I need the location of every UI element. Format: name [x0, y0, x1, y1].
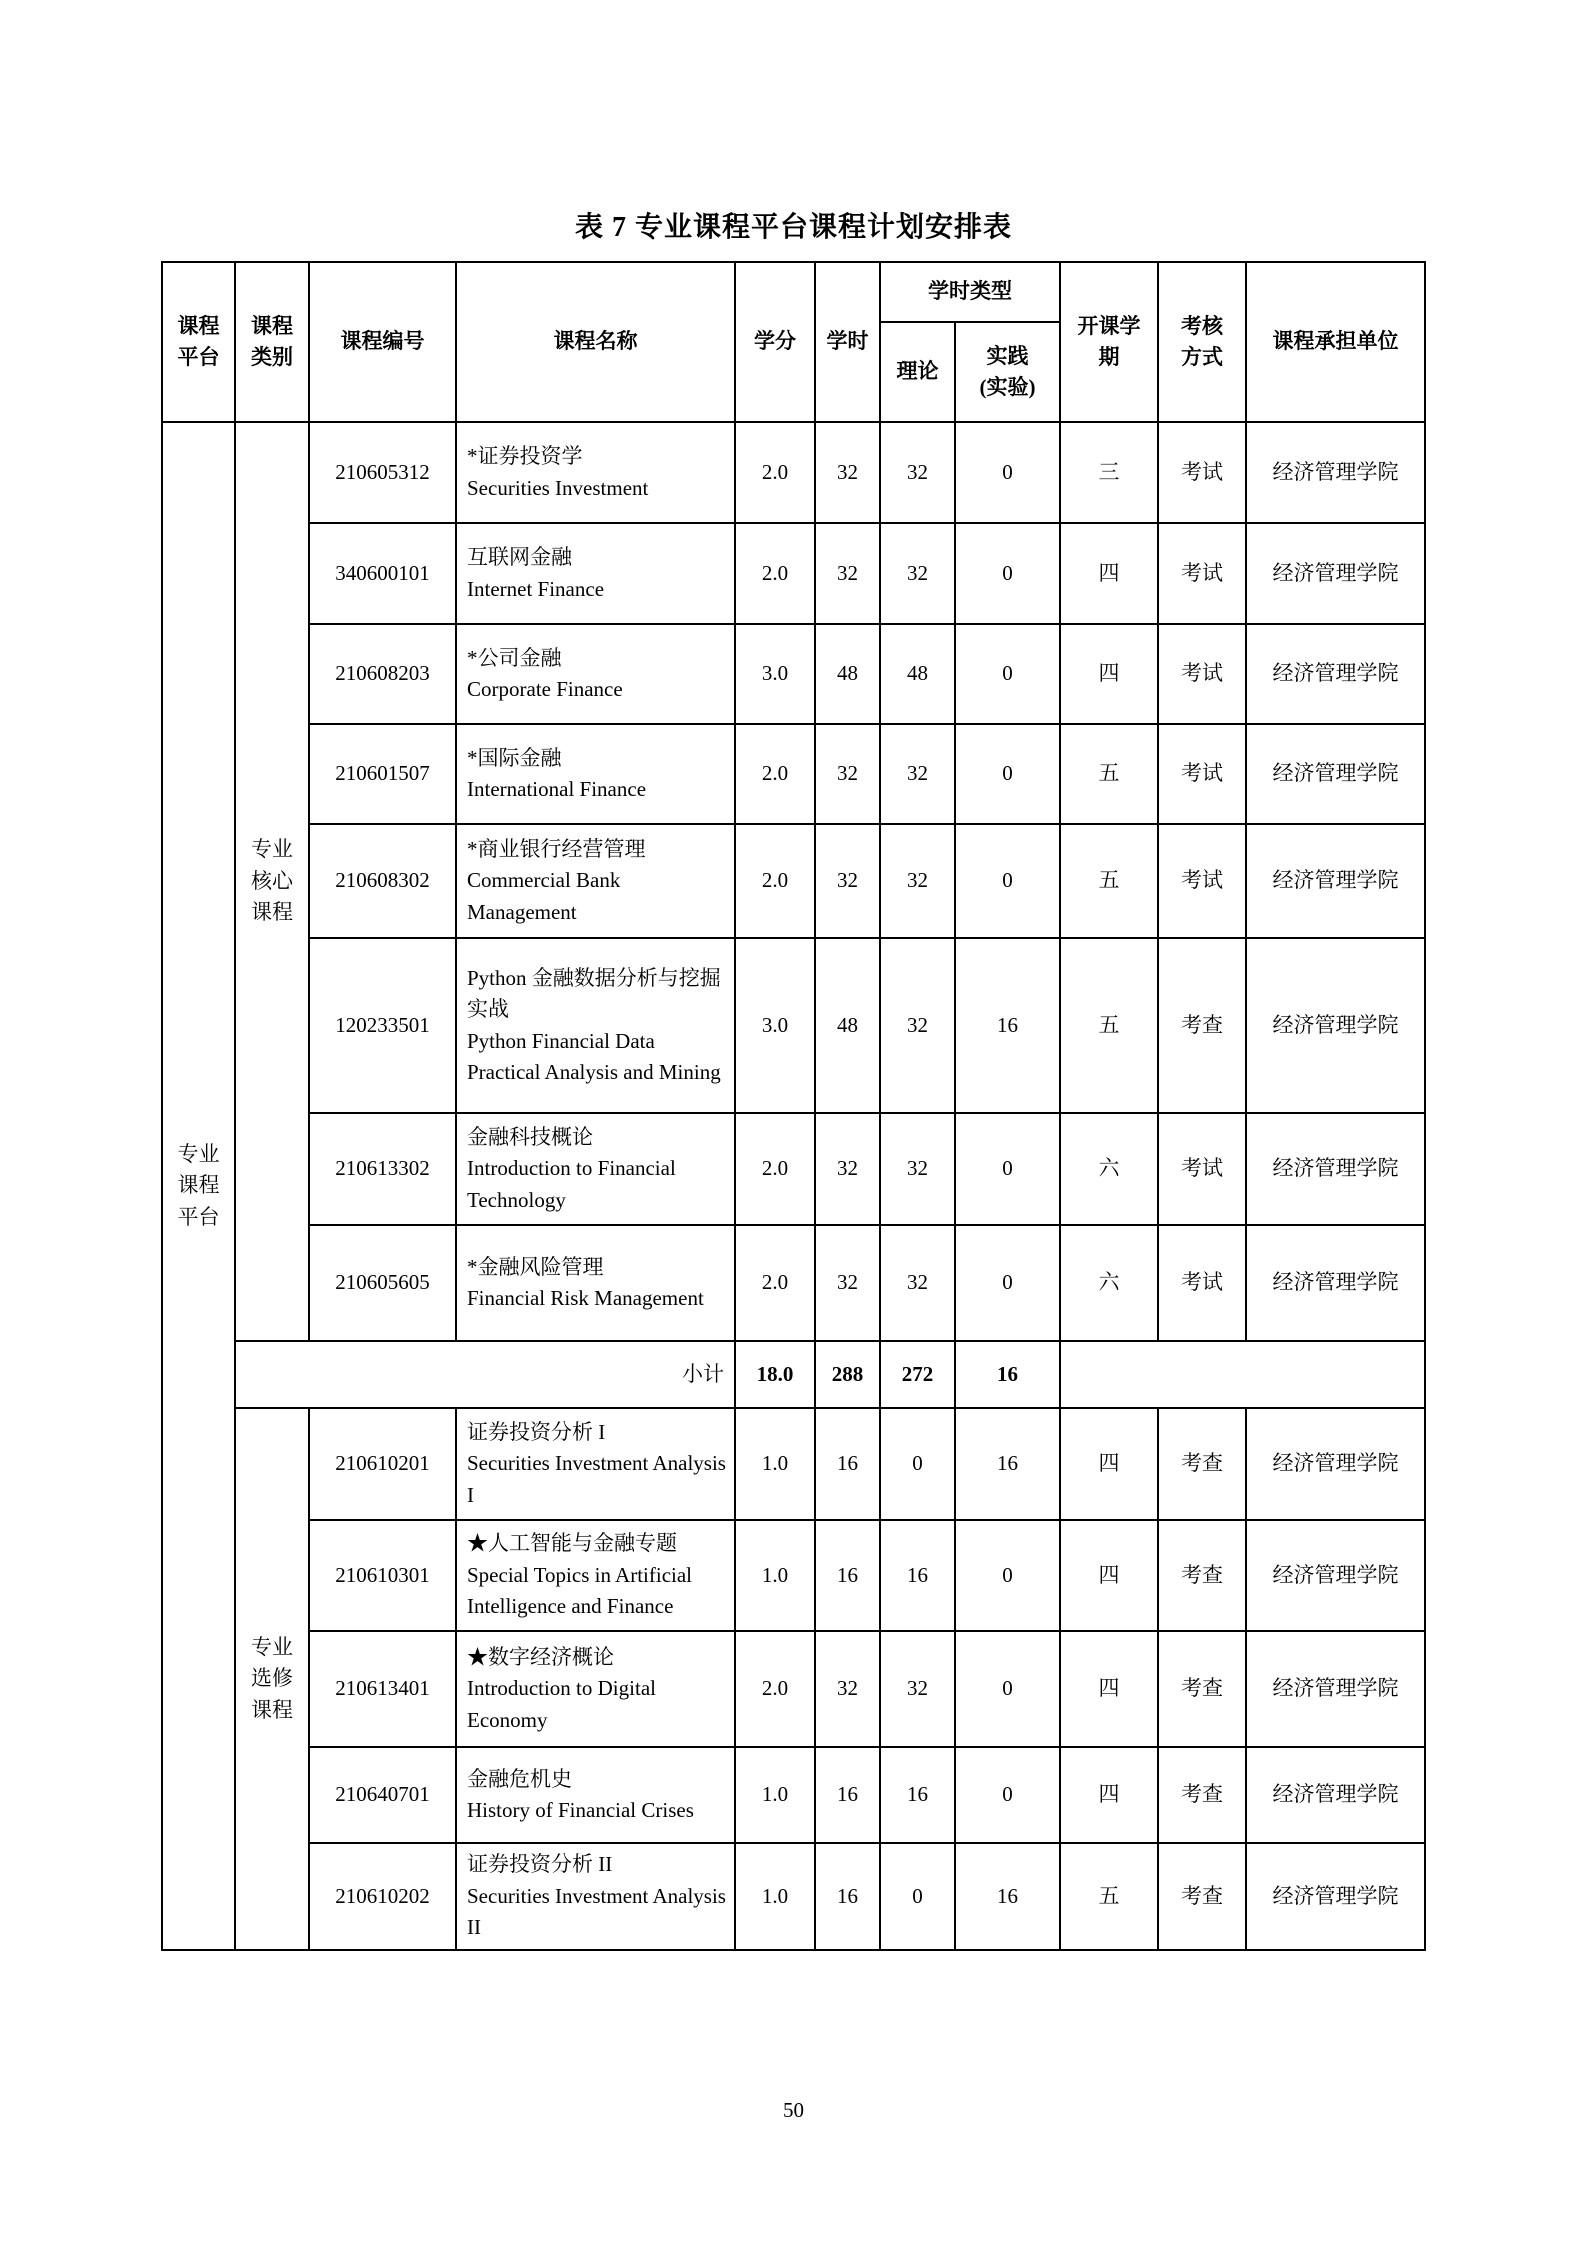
unit-cell: 经济管理学院 [1246, 523, 1425, 624]
course-name-zh: *商业银行经营管理 [467, 836, 646, 861]
subtotal-empty-cell [1060, 1341, 1425, 1408]
theory-hours-cell: 32 [880, 1113, 955, 1225]
semester-cell: 五 [1060, 724, 1158, 824]
practice-hours-cell: 0 [955, 1520, 1060, 1631]
header-row-1 [162, 262, 1425, 322]
course-name-zh: 证券投资分析 I [467, 1419, 606, 1444]
course-name [456, 523, 735, 624]
group-line: 选修 [251, 1666, 293, 1691]
unit-cell: 经济管理学院 [1246, 1747, 1425, 1843]
course-name-zh: *证券投资学 [467, 444, 583, 468]
hours-cell: 16 [815, 1747, 880, 1843]
table-row [162, 724, 1425, 824]
practice-hours-cell: 0 [955, 422, 1060, 523]
assessment-cell: 考试 [1158, 624, 1246, 724]
credits-cell: 2.0 [735, 422, 815, 523]
header-line: (实验) [979, 375, 1036, 399]
course-name-en: Corporate Finance [467, 677, 623, 701]
course-name [456, 824, 735, 938]
col-header-credits: 学分 [735, 262, 815, 422]
course-code: 210605605 [309, 1225, 456, 1341]
course-code: 210601507 [309, 724, 456, 824]
semester-cell: 四 [1060, 1747, 1158, 1843]
unit-cell: 经济管理学院 [1246, 724, 1425, 824]
header-line: 类别 [251, 345, 293, 369]
course-name-zh: 互联网金融 [467, 545, 572, 569]
hours-cell: 32 [815, 1113, 880, 1225]
course-code: 210610201 [309, 1408, 456, 1520]
unit-cell: 经济管理学院 [1246, 624, 1425, 724]
practice-hours-cell: 16 [955, 1408, 1060, 1520]
table-row [162, 1113, 1425, 1225]
table-row [162, 523, 1425, 624]
credits-cell: 2.0 [735, 1113, 815, 1225]
table-row [162, 1408, 1425, 1520]
header-line: 开课学 [1077, 313, 1141, 338]
unit-cell: 经济管理学院 [1246, 1631, 1425, 1747]
course-name [456, 1113, 735, 1225]
course-code: 210608203 [309, 624, 456, 724]
credits-cell: 2.0 [735, 523, 815, 624]
unit-cell: 经济管理学院 [1246, 1113, 1425, 1225]
hours-cell: 32 [815, 1631, 880, 1747]
group-platform [162, 422, 235, 1950]
group-line: 核心 [251, 868, 293, 893]
credits-cell: 1.0 [735, 1408, 815, 1520]
hours-cell: 16 [815, 1408, 880, 1520]
header-line: 考核 [1181, 313, 1223, 338]
semester-cell: 四 [1060, 1631, 1158, 1747]
page-title: 表 7 专业课程平台课程计划安排表 [574, 212, 1012, 243]
assessment-cell: 考查 [1158, 1631, 1246, 1747]
subtotal-label: 小计 [235, 1341, 735, 1408]
assessment-cell: 考试 [1158, 523, 1246, 624]
credits-cell: 2.0 [735, 824, 815, 938]
semester-cell: 三 [1060, 422, 1158, 523]
col-header-assessment [1158, 262, 1246, 422]
subtotal-theory: 272 [880, 1341, 955, 1408]
hours-cell: 32 [815, 523, 880, 624]
course-name-en: Securities Investment Analysis I [467, 1451, 726, 1507]
course-name [456, 1631, 735, 1747]
course-name-zh: 金融科技概论 [467, 1124, 593, 1149]
semester-cell: 五 [1060, 938, 1158, 1113]
table-row [162, 1747, 1425, 1843]
course-name-zh: *公司金融 [467, 645, 562, 670]
col-header-hour-type: 学时类型 [880, 262, 1060, 322]
col-header-hours: 学时 [815, 262, 880, 422]
practice-hours-cell: 0 [955, 1747, 1060, 1843]
hours-cell: 32 [815, 824, 880, 938]
semester-cell: 六 [1060, 1113, 1158, 1225]
course-name-en: Introduction to Digital Economy [467, 1676, 656, 1732]
col-header-category [235, 262, 309, 422]
table-row [162, 938, 1425, 1113]
subtotal-credits: 18.0 [735, 1341, 815, 1408]
unit-cell: 经济管理学院 [1246, 1520, 1425, 1631]
course-name-zh: ★数字经济概论 [467, 1644, 614, 1669]
credits-cell: 2.0 [735, 724, 815, 824]
unit-cell: 经济管理学院 [1246, 824, 1425, 938]
table-row [162, 1225, 1425, 1341]
group-line: 平台 [177, 1204, 220, 1229]
col-header-course-name: 课程名称 [456, 262, 735, 422]
assessment-cell: 考试 [1158, 422, 1246, 523]
group-line: 课程 [251, 1697, 293, 1722]
col-header-practice [955, 322, 1060, 422]
theory-hours-cell: 16 [880, 1747, 955, 1843]
course-name-en: Financial Risk Management [467, 1286, 704, 1310]
col-header-theory: 理论 [880, 322, 955, 422]
unit-cell: 经济管理学院 [1246, 1225, 1425, 1341]
course-name-en: Commercial Bank Management [467, 868, 621, 924]
course-name-en: Securities Investment [467, 475, 649, 500]
hours-cell: 32 [815, 724, 880, 824]
credits-cell: 2.0 [735, 1225, 815, 1341]
col-header-semester [1060, 262, 1158, 422]
course-name [456, 1520, 735, 1631]
course-name-zh: Python 金融数据分析与挖掘实战 [467, 965, 721, 1021]
course-name-zh: ★人工智能与金融专题 [467, 1531, 677, 1556]
theory-hours-cell: 0 [880, 1408, 955, 1520]
theory-hours-cell: 32 [880, 724, 955, 824]
course-name [456, 624, 735, 724]
subtotal-hours: 288 [815, 1341, 880, 1408]
semester-cell: 五 [1060, 1843, 1158, 1950]
semester-cell: 四 [1060, 523, 1158, 624]
assessment-cell: 考查 [1158, 1747, 1246, 1843]
hours-cell: 16 [815, 1843, 880, 1950]
header-line: 平台 [177, 345, 220, 369]
course-name-zh: 证券投资分析 II [467, 1852, 613, 1877]
group-core [235, 422, 309, 1341]
theory-hours-cell: 32 [880, 422, 955, 523]
theory-hours-cell: 48 [880, 624, 955, 724]
course-code: 210608302 [309, 824, 456, 938]
course-name-zh: *金融风险管理 [467, 1254, 604, 1279]
group-elective [235, 1408, 309, 1950]
course-code: 210640701 [309, 1747, 456, 1843]
credits-cell: 1.0 [735, 1747, 815, 1843]
course-name-en: Special Topics in Artificial Intelligence and Finance [467, 1562, 693, 1619]
hours-cell: 48 [815, 938, 880, 1113]
course-code: 210605312 [309, 422, 456, 523]
col-header-course-code: 课程编号 [309, 262, 456, 422]
table-row [162, 1631, 1425, 1747]
practice-hours-cell: 0 [955, 724, 1060, 824]
header-line: 实践 [986, 343, 1029, 368]
practice-hours-cell: 16 [955, 938, 1060, 1113]
group-line: 课程 [251, 900, 293, 925]
course-name-en: Securities Investment Analysis II [467, 1883, 726, 1940]
course-name-en: International Finance [467, 777, 647, 801]
group-line: 课程 [177, 1173, 220, 1198]
subtotal-practice: 16 [955, 1341, 1060, 1408]
course-name [456, 1225, 735, 1341]
group-line: 专业 [251, 1634, 293, 1659]
course-name-en: History of Financial Crises [467, 1798, 694, 1822]
semester-cell: 四 [1060, 1408, 1158, 1520]
theory-hours-cell: 32 [880, 523, 955, 624]
group-line: 专业 [251, 837, 293, 862]
practice-hours-cell: 0 [955, 824, 1060, 938]
assessment-cell: 考试 [1158, 724, 1246, 824]
table-row [162, 1843, 1425, 1950]
course-name-zh: 金融危机史 [467, 1766, 572, 1791]
unit-cell: 经济管理学院 [1246, 1843, 1425, 1950]
hours-cell: 32 [815, 1225, 880, 1341]
unit-cell: 经济管理学院 [1246, 422, 1425, 523]
table-row [162, 624, 1425, 724]
credits-cell: 2.0 [735, 1631, 815, 1747]
col-header-platform [162, 262, 235, 422]
practice-hours-cell: 16 [955, 1843, 1060, 1950]
course-name [456, 422, 735, 523]
theory-hours-cell: 32 [880, 1225, 955, 1341]
semester-cell: 四 [1060, 1520, 1158, 1631]
assessment-cell: 考查 [1158, 1843, 1246, 1950]
credits-cell: 1.0 [735, 1843, 815, 1950]
assessment-cell: 考查 [1158, 1408, 1246, 1520]
course-name-en: Python Financial Data Practical Analysis and Mining [467, 1028, 721, 1084]
practice-hours-cell: 0 [955, 1631, 1060, 1747]
unit-cell: 经济管理学院 [1246, 938, 1425, 1113]
hours-cell: 16 [815, 1520, 880, 1631]
practice-hours-cell: 0 [955, 1225, 1060, 1341]
course-code: 210613401 [309, 1631, 456, 1747]
assessment-cell: 考试 [1158, 1113, 1246, 1225]
theory-hours-cell: 32 [880, 938, 955, 1113]
course-code: 120233501 [309, 938, 456, 1113]
theory-hours-cell: 16 [880, 1520, 955, 1631]
practice-hours-cell: 0 [955, 624, 1060, 724]
assessment-cell: 考试 [1158, 824, 1246, 938]
course-name-en: Introduction to Financial Technology [467, 1156, 676, 1212]
group-line: 专业 [177, 1141, 220, 1166]
course-code: 340600101 [309, 523, 456, 624]
course-code: 210610301 [309, 1520, 456, 1631]
course-code: 210610202 [309, 1843, 456, 1950]
header-line: 期 [1098, 345, 1120, 369]
hours-cell: 48 [815, 624, 880, 724]
header-line: 课程 [251, 313, 293, 338]
course-name [456, 724, 735, 824]
semester-cell: 四 [1060, 624, 1158, 724]
theory-hours-cell: 0 [880, 1843, 955, 1950]
table-row [162, 824, 1425, 938]
credits-cell: 3.0 [735, 624, 815, 724]
table-row [162, 1520, 1425, 1631]
course-name [456, 1408, 735, 1520]
col-header-unit: 课程承担单位 [1246, 262, 1425, 422]
theory-hours-cell: 32 [880, 1631, 955, 1747]
course-code: 210613302 [309, 1113, 456, 1225]
course-name [456, 1747, 735, 1843]
semester-cell: 五 [1060, 824, 1158, 938]
hours-cell: 32 [815, 422, 880, 523]
semester-cell: 六 [1060, 1225, 1158, 1341]
course-plan-table [161, 261, 1426, 1951]
subtotal-row [162, 1341, 1425, 1408]
assessment-cell: 考查 [1158, 1520, 1246, 1631]
course-name [456, 1843, 735, 1950]
assessment-cell: 考查 [1158, 938, 1246, 1113]
credits-cell: 3.0 [735, 938, 815, 1113]
theory-hours-cell: 32 [880, 824, 955, 938]
credits-cell: 1.0 [735, 1520, 815, 1631]
course-name [456, 938, 735, 1113]
practice-hours-cell: 0 [955, 523, 1060, 624]
unit-cell: 经济管理学院 [1246, 1408, 1425, 1520]
header-line: 课程 [177, 313, 220, 338]
table-row [162, 422, 1425, 523]
assessment-cell: 考试 [1158, 1225, 1246, 1341]
course-name-zh: *国际金融 [467, 745, 562, 770]
page-number: 50 [783, 2098, 804, 2122]
course-name-en: Internet Finance [467, 576, 605, 601]
practice-hours-cell: 0 [955, 1113, 1060, 1225]
header-line: 方式 [1181, 345, 1223, 369]
